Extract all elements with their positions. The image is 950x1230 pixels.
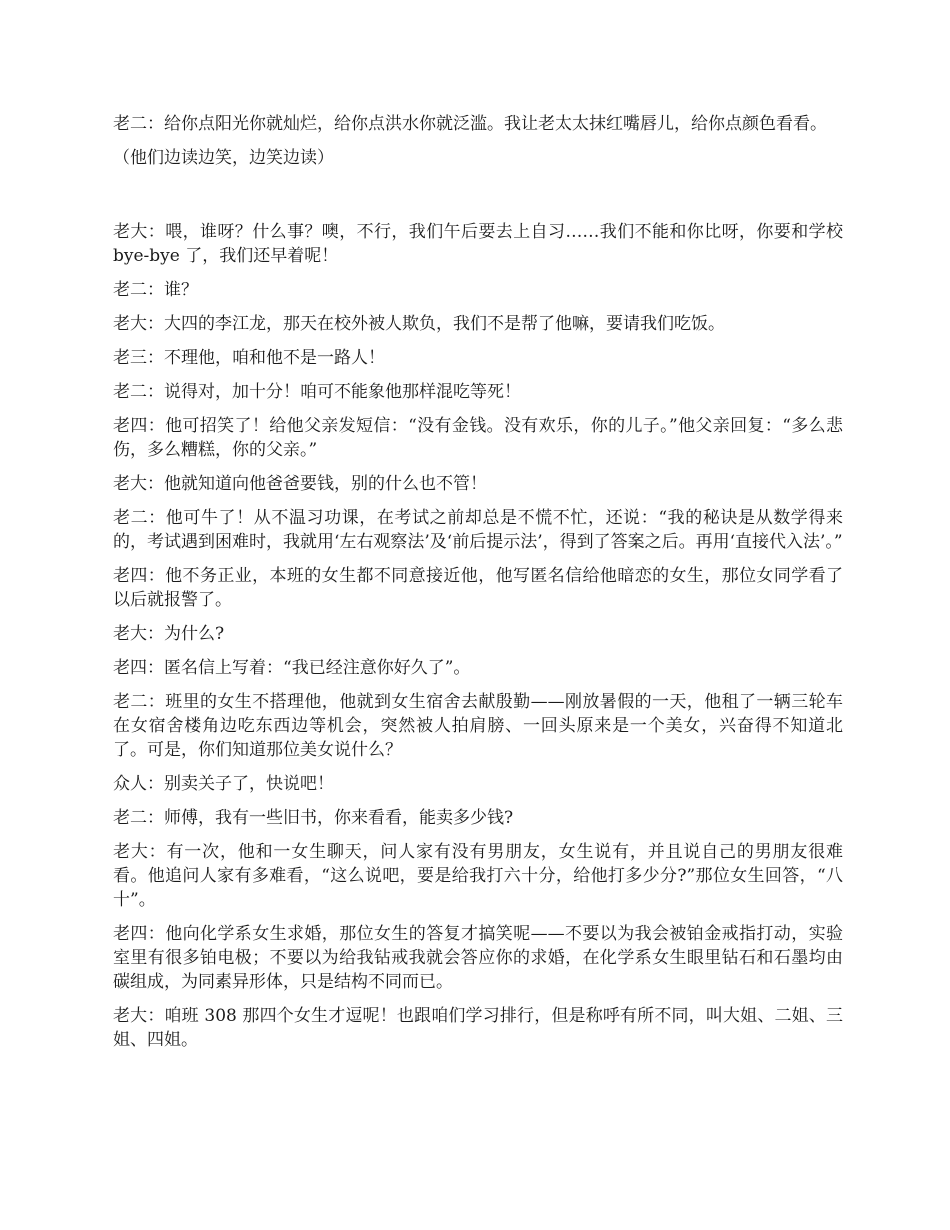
paragraph: 老二：他可牛了！从不温习功课，在考试之前却总是不慌不忙，还说：“我的秘诀是从数学得来的，考试遇到困难时，我就用‘左右观察法’及‘前后提示法’，得到了答案之后。再用‘直接代入法’。” — [113, 508, 843, 552]
paragraph: 老大：大四的李江龙，那天在校外被人欺负，我们不是帮了他嘛，要请我们吃饭。 — [113, 314, 725, 334]
paragraph: 老大：他就知道向他爸爸要钱，别的什么也不管！ — [113, 474, 487, 494]
section-gap — [113, 180, 843, 220]
document-body — [113, 112, 843, 1062]
paragraph: 众人：别卖关子了，快说吧！ — [113, 774, 334, 794]
paragraph: 老四：他可招笑了！给他父亲发短信：“没有金钱。没有欢乐，你的儿子。”他父亲回复：“多么悲伤，多么糟糕，你的父亲。” — [113, 416, 843, 460]
paragraph: 老四：匿名信上写着：“我已经注意你好久了”。 — [113, 658, 471, 678]
paragraph: 老二：给你点阳光你就灿烂，给你点洪水你就泛滥。我让老太太抹红嘴唇儿，给你点颜色看看。 — [113, 114, 827, 134]
paragraph: 老二：说得对，加十分！咱可不能象他那样混吃等死！ — [113, 382, 521, 402]
paragraph: 老大：喂，谁呀？什么事？噢，不行，我们午后要去上自习……我们不能和你比呀，你要和学校 bye-bye 了，我们还早着呢！ — [113, 222, 843, 266]
paragraph: 老大：为什么? — [113, 624, 225, 644]
paragraph: 老大：咱班 308 那四个女生才逗呢！也跟咱们学习排行，但是称呼有所不同，叫大姐、二姐、三姐、四姐。 — [113, 1006, 843, 1050]
stage-direction: （他们边读边笑，边笑边读） — [113, 148, 334, 168]
paragraph: 老三：不理他，咱和他不是一路人！ — [113, 348, 385, 368]
paragraph: 老二：班里的女生不搭理他，他就到女生宿舍去献殷勤——刚放暑假的一天，他租了一辆三轮车在女宿舍楼角边吃东西边等机会，突然被人拍肩膀、一回头原来是一个美女，兴奋得不知道北了。可是，你们知道那位美女说什么？ — [113, 692, 843, 760]
paragraph: 老四：他不务正业，本班的女生都不同意接近他，他写匿名信给他暗恋的女生，那位女同学看了以后就报警了。 — [113, 566, 843, 610]
paragraph: 老大：有一次，他和一女生聊天，问人家有没有男朋友，女生说有，并且说自己的男朋友很难看。他追问人家有多难看，“这么说吧，要是给我打六十分，给他打多少分?”那位女生回答，“八十”。 — [113, 842, 843, 910]
paragraph: 老四：他向化学系女生求婚，那位女生的答复才搞笑呢——不要以为我会被铂金戒指打动，实验室里有很多铂电极；不要以为给我钻戒我就会答应你的求婚，在化学系女生眼里钻石和石墨均由碳组成，为同素异形体，只是结构不同而已。 — [113, 924, 843, 992]
paragraph: 老二：谁？ — [113, 280, 198, 300]
paragraph: 老二：师傅，我有一些旧书，你来看看，能卖多少钱? — [113, 808, 514, 828]
